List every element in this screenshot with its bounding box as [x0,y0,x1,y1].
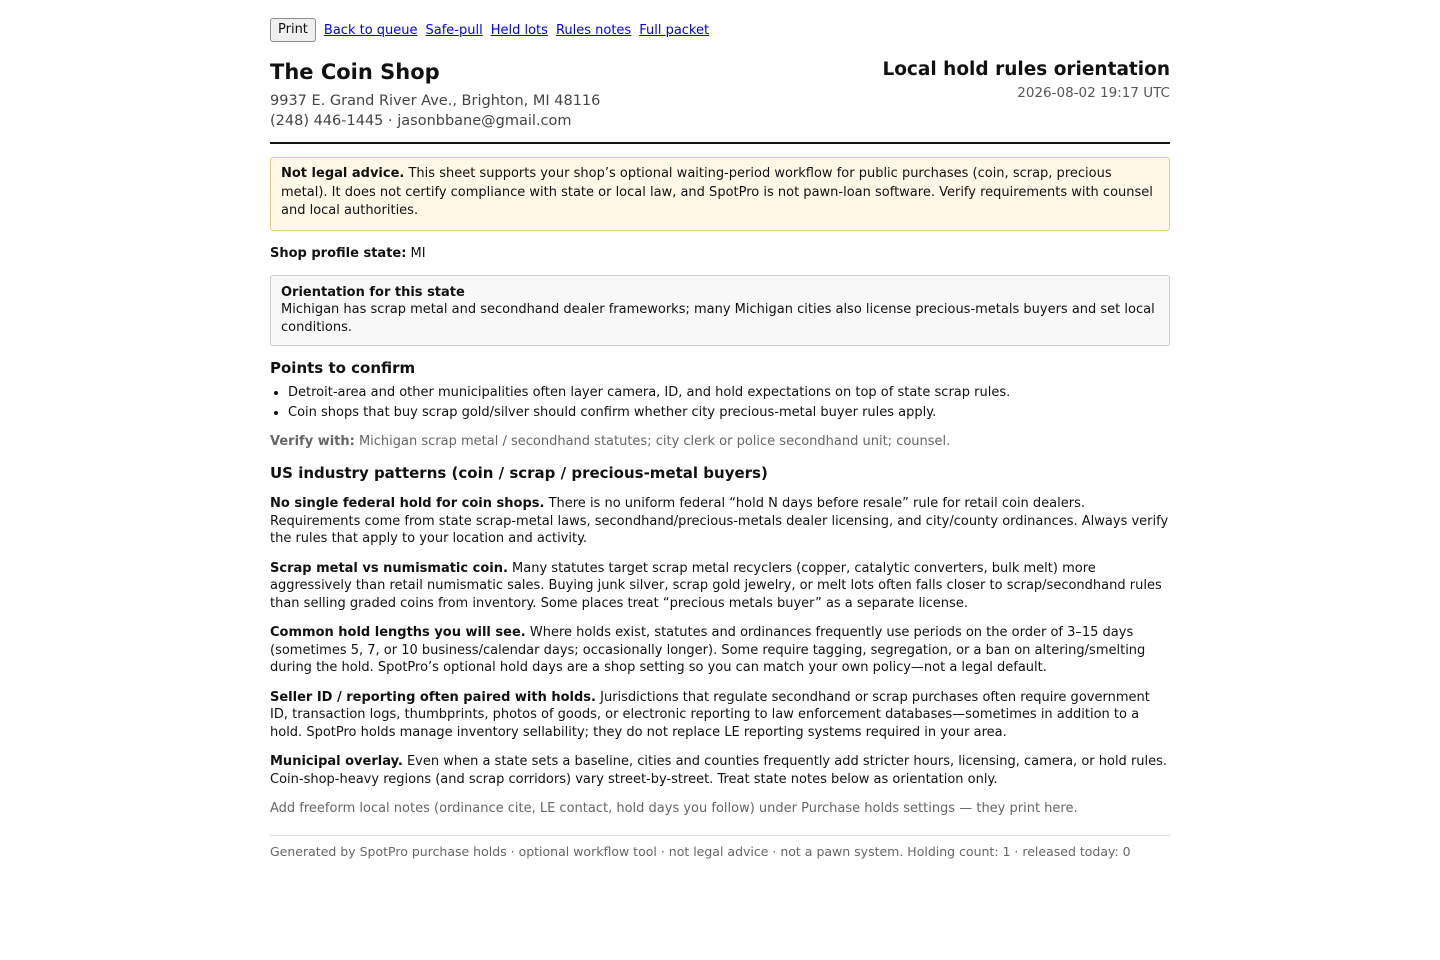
disclaimer-lead: Not legal advice. [281,166,405,181]
sheet-meta [882,58,1170,131]
pattern-text: Where holds exist, statutes and ordinances frequently use periods on the order of 3–15 days (sometimes 5, 7, or 10 business/calendar days; occasionally longer). Some require tagging, segregation, or a ban on altering/smelting during the hold. SpotPro’s optional hold days are a shop setting so you can match your own policy—not a legal default. [270,625,1146,675]
generated-timestamp: 2026-08-02 19:17 UTC [1017,85,1170,101]
back-to-queue-link[interactable]: Back to queue [323,22,418,38]
toolbar [270,18,1170,42]
pattern-paragraph [270,624,1170,677]
pattern-lead: Municipal overlay. [270,754,403,769]
pattern-lead: Seller ID / reporting often paired with holds. [270,689,596,705]
page-title: Local hold rules orientation [882,59,1170,80]
legal-disclaimer-box [270,157,1170,231]
verify-with [270,433,1170,451]
shop-info [270,58,600,131]
verify-label: Verify with: [270,434,355,449]
state-orientation-box [270,275,1170,347]
pattern-paragraph [270,753,1170,788]
points-to-confirm-list [270,383,1170,423]
list-item: • Detroit-area and other municipalities often layer camera, ID, and hold expectations on top of state scrap rules. [288,383,1170,403]
full-packet-link[interactable]: Full packet [639,22,710,38]
rules-sheet [270,18,1170,860]
industry-patterns-heading: US industry patterns (coin / scrap / precious-metal buyers) [270,464,768,482]
local-notes-hint: Add freeform local notes (ordinance cite, LE contact, hold days you follow) under Purchase holds settings — they print here. [270,801,1078,816]
shop-contact: (248) 446-1445 · jasonbbane@gmail.com [270,113,572,129]
pattern-paragraph [270,689,1170,742]
held-lots-link[interactable]: Held lots [490,22,548,38]
pattern-text: There is no uniform federal “hold N days before resale” rule for retail coin dealers. Requirements come from state scrap-metal laws, secondhand/precious-metals dealer licensing, and city/county ordinances. Always verify the rules that apply to your location and activity. [270,496,1169,546]
disclaimer-text: This sheet supports your shop’s optional waiting-period workflow for public purchases (coin, scrap, precious metal). It does not certify compliance with state or local law, and SpotPro is not pawn-loan software. Verify requirements with counsel and local authorities. [281,166,1153,218]
shop-profile-state [270,245,1170,263]
shop-name: The Coin Shop [270,60,440,84]
points-to-confirm-heading: Points to confirm [270,359,416,377]
pattern-text: Many statutes target scrap metal recyclers (copper, catalytic converters, bulk melt) more aggressively than retail numismatic sales. Buying junk silver, scrap gold jewelry, or melt lots often falls closer to scrap/secondhand rules than selling graded coins from inventory. Some places treat “precious metals buyer” as a separate license. [270,560,1162,611]
pattern-paragraph [270,495,1170,548]
pattern-lead: Common hold lengths you will see. [270,625,526,640]
pattern-paragraph [270,560,1170,613]
shop-address: 9937 E. Grand River Ave., Brighton, MI 48116 [270,93,601,109]
verify-text: Michigan scrap metal / secondhand statutes; city clerk or police secondhand unit; counsel. [354,434,951,449]
safe-pull-link[interactable]: Safe-pull [425,22,483,38]
pattern-lead: Scrap metal vs numismatic coin. [270,560,508,576]
pattern-text: Jurisdictions that regulate secondhand or scrap purchases often require government ID, transaction logs, thumbprints, photos of goods, or electronic reporting to law enforcement databases—sometimes in addition to a hold. SpotPro holds manage inventory sellability; they do not replace LE reporting systems required in your area. [270,689,1150,740]
pattern-text: Even when a state sets a baseline, cities and counties frequently add stricter hours, licensing, camera, or hold rules. Coin-shop-heavy regions (and scrap corridors) vary street-by-street. Treat state notes below as orientation only. [270,754,1168,787]
page-footer: Generated by SpotPro purchase holds · optional workflow tool · not legal advice · not a pawn system. Holding count: 1 · released today: 0 [270,835,1170,860]
profile-state-value: MI [406,245,426,261]
print-button[interactable]: Print [270,18,316,42]
list-item: • Coin shops that buy scrap gold/silver should confirm whether city precious-metal buyer rules apply. [288,403,1170,423]
orientation-title: Orientation for this state [281,284,465,300]
orientation-text: Michigan has scrap metal and secondhand dealer frameworks; many Michigan cities also license precious-metals buyers and set local conditions. [281,302,1155,335]
pattern-lead: No single federal hold for coin shops. [270,496,545,511]
profile-state-label: Shop profile state: [270,245,407,261]
sheet-header [270,58,1170,144]
rules-notes-link[interactable]: Rules notes [555,22,632,38]
